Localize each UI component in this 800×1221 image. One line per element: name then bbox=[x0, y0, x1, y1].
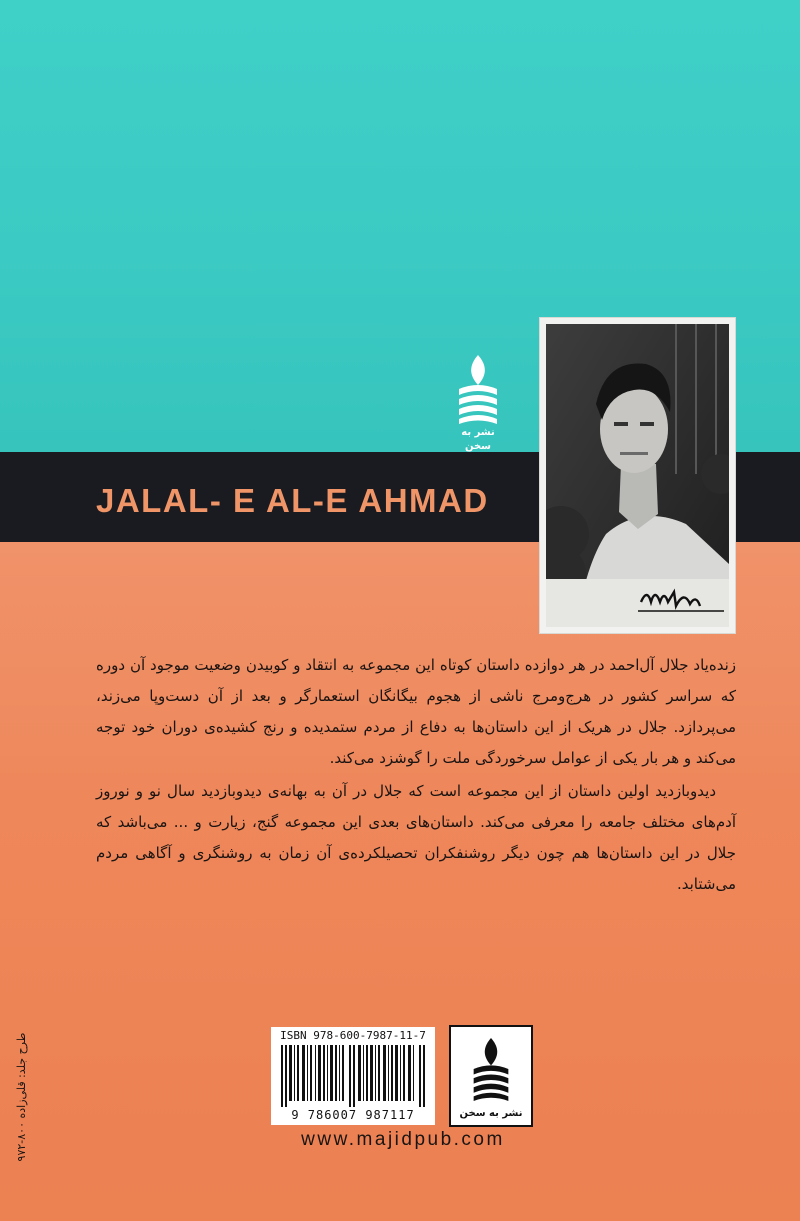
author-photo bbox=[540, 318, 735, 633]
isbn-label: ISBN 978-600-7987-11-7 bbox=[280, 1029, 426, 1042]
synopsis-paragraph-2: دیدوبازدید اولین داستان از این مجموعه است که جلال در آن به بهانه‌ی دیدوبازدید سال نو و نوروز آدم‌های مختلف جامعه را معرفی می‌کند. داستان‌های بعدی این مجموعه گنج، زیارت و ... می‌باشد که جلال در این داستان‌ها هم چون دیگر روشنفکران تحصیلکرده‌ی آن زمان به روشنگری و آگاهی مردم می‌شتابد. bbox=[96, 782, 736, 893]
publisher-website: www.majidpub.com bbox=[301, 1129, 505, 1150]
book-leaf-logo-icon bbox=[455, 353, 501, 425]
publisher-name: نشر به سخن bbox=[461, 427, 495, 452]
synopsis-paragraph-1: زنده‌یاد جلال آل‌احمد در هر دوازده داستان کوتاه این مجموعه به انتقاد و کوبیدن وضعیت موجود آن دوره که سراسر کشور در هرج‌ومرج ناشی از هجوم بیگانگان استعمارگر و بعد از آن دست‌وپا می‌زند، می‌پردازد. جلال در هریک از این داستان‌ها به دفاع از مردم ستمدیده و رنج کشیده‌ی دوران خود توجه می‌کند و هر بار یکی از عوامل سرخوردگی ملت را گوشزد می‌کند. bbox=[96, 656, 736, 767]
cover-design-credit: طرح جلد: قلی‌زاده ۸۰۰-۹۷۲ bbox=[15, 1032, 28, 1162]
book-leaf-logo-icon bbox=[470, 1035, 512, 1103]
isbn-barcode bbox=[271, 1027, 435, 1125]
publisher-name-small: نشر به سخن bbox=[459, 1108, 523, 1119]
barcode-digits: 9 786007 987117 bbox=[291, 1108, 415, 1122]
synopsis bbox=[96, 650, 736, 900]
publisher-logo-box bbox=[449, 1025, 533, 1127]
publisher-logo bbox=[455, 353, 501, 452]
barcode-bars bbox=[279, 1045, 427, 1107]
author-name: JALAL- E AL-E AHMAD bbox=[96, 482, 489, 519]
